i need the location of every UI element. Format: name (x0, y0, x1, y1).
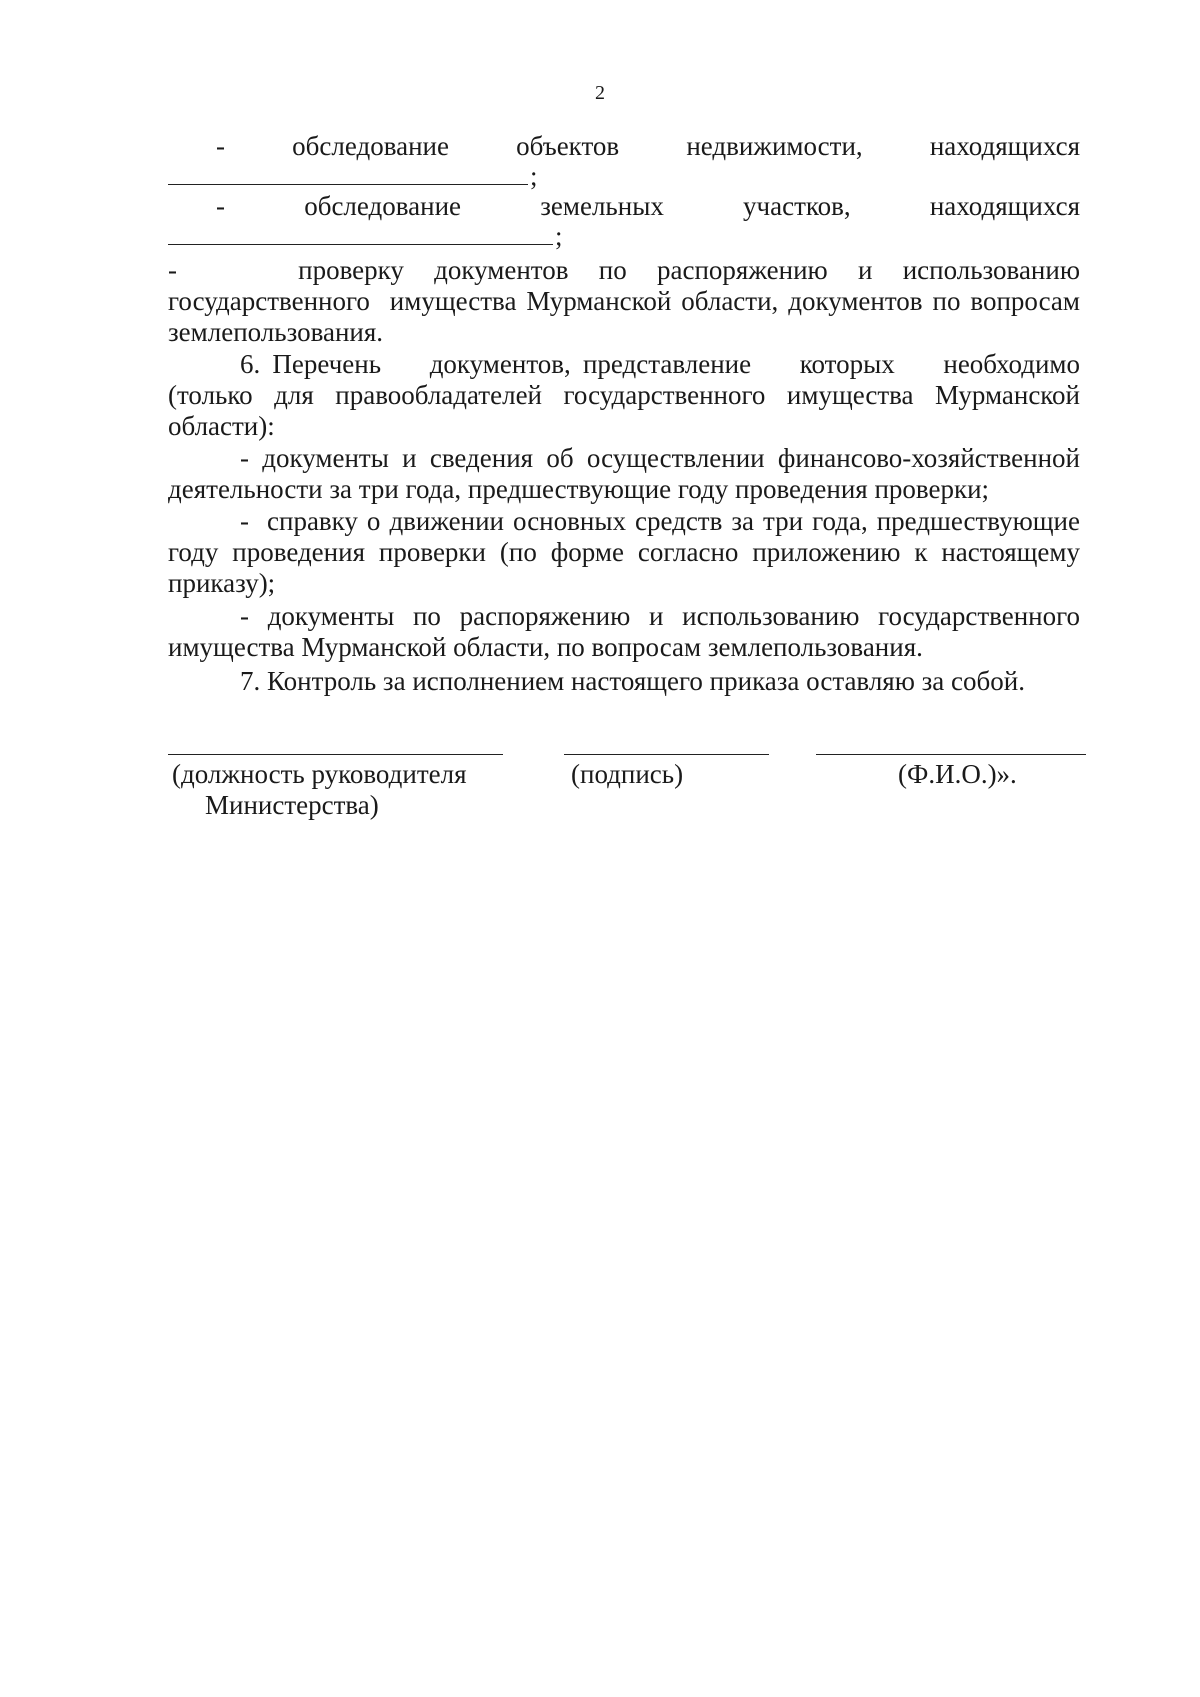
paragraph-line: государственного имущества Мурманской области, документов по вопросам (168, 286, 1080, 316)
paragraph-line: (только для правообладателей государственного имущества Мурманской (168, 380, 1080, 410)
list-word: недвижимости, (686, 131, 863, 161)
signature-position-label-2: Министерства) (205, 790, 379, 820)
paragraph-line: - проверку документов по распоряжению и использованию (168, 255, 1080, 285)
list-word: находящихся (929, 191, 1080, 221)
list-word: обследование (304, 191, 462, 221)
paragraph-line: приказу); (168, 568, 276, 598)
paragraph-line: землепользования. (168, 317, 384, 347)
paragraph-line: - справку о движении основных средств за три года, предшествующие (240, 506, 1080, 536)
survey-item-objects (168, 130, 1080, 162)
list-dash: - (216, 191, 225, 221)
paragraph-line: деятельности за три года, предшествующие году проведения проверки; (168, 474, 990, 504)
blank-underline (168, 164, 528, 185)
paragraph-line: - документы по распоряжению и использованию государственного (240, 601, 1080, 631)
signature-sign-line (564, 754, 769, 755)
list-word: объектов (516, 131, 620, 161)
paragraph-line: году проведения проверки (по форме согласно приложению к настоящему (168, 537, 1080, 567)
paragraph-line: 7. Контроль за исполнением настоящего приказа оставляю за собой. (240, 666, 1025, 696)
signature-position-line (168, 754, 503, 755)
list-dash: - (216, 131, 225, 161)
list-word: находящихся (929, 131, 1080, 161)
list-word: участков, (743, 191, 851, 221)
signature-name-label: (Ф.И.О.)». (898, 759, 1017, 789)
signature-sign-label: (подпись) (571, 759, 684, 789)
list-end-semicolon: ; (530, 161, 538, 191)
paragraph-line: имущества Мурманской области, по вопросам землепользования. (168, 632, 923, 662)
page-number: 2 (595, 82, 605, 104)
fill-in-blank-line (168, 220, 1080, 252)
paragraph-line: области): (168, 411, 275, 441)
list-word: земельных (540, 191, 664, 221)
paragraph-line: - документы и сведения об осуществлении финансово-хозяйственной (240, 443, 1080, 473)
list-end-semicolon: ; (555, 221, 563, 251)
signature-name-line (816, 754, 1086, 755)
blank-underline (168, 224, 553, 245)
list-word: обследование (292, 131, 449, 161)
fill-in-blank-line (168, 160, 1080, 192)
paragraph-line: 6. Перечень документов, представление которых необходимо (240, 349, 1080, 379)
signature-position-label: (должность руководителя (172, 759, 467, 789)
survey-item-land (168, 190, 1080, 222)
